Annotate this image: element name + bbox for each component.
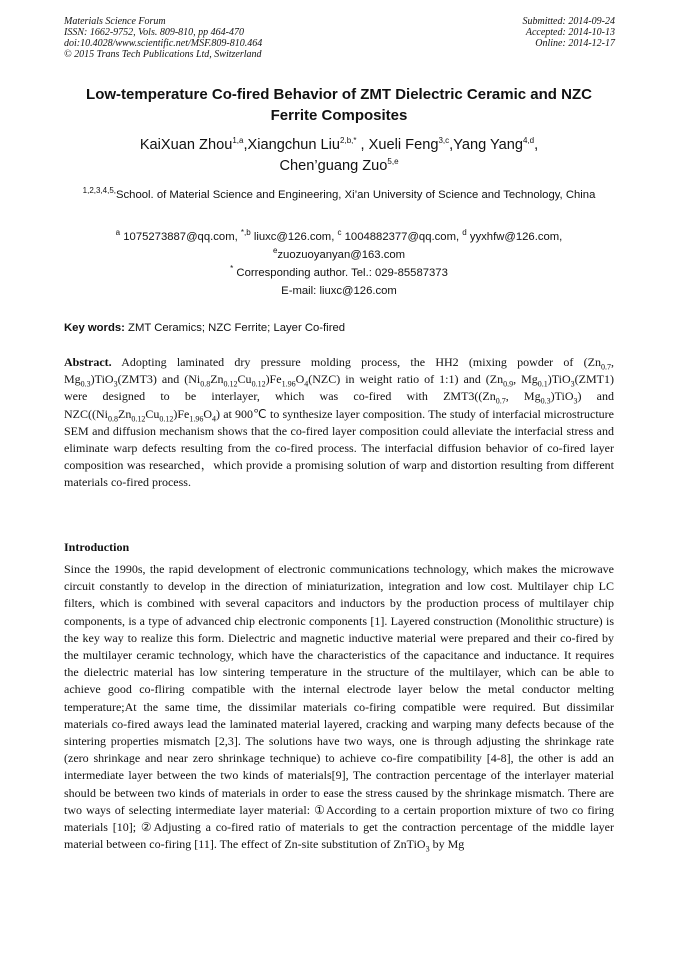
subscript: 0.12 (223, 379, 238, 389)
author-list (64, 135, 614, 177)
journal-copyright: © 2015 Trans Tech Publications Ltd, Switzerland (64, 49, 262, 60)
email-address[interactable]: 1075273887@qq.com, (120, 231, 241, 243)
journal-header-left (64, 16, 262, 60)
subscript: 0.7 (495, 396, 506, 406)
subscript: 0.8 (200, 379, 211, 389)
author-name: Yang Yang (453, 137, 523, 153)
online-date: Online: 2014-12-17 (535, 38, 615, 49)
abstract-text: ) at 900℃ to synthesize layer composition. The study of interfacial microstructure SEM and diffusion mechanism shows that the co-fired layer composition could alleviate the interfacial stress and eliminate warp defects resulting from the co-fired process. The interfacial diffusion behavior of co-fired layer composition was researched，which provide a promising solution of warp and distortion resulting from different materials co-fired process. (64, 406, 614, 490)
abstract-text: , Mg (64, 355, 614, 387)
author-separator: , (449, 137, 454, 153)
abstract (64, 354, 614, 492)
submitted-date: Submitted: 2014-09-24 (522, 16, 615, 27)
author-affiliation-mark: 2,b,* (340, 136, 357, 146)
author-name: Xueli Feng (368, 137, 439, 153)
subscript: 1.96 (189, 414, 204, 423)
email-mark: a (115, 228, 121, 238)
abstract-text: O (203, 406, 213, 421)
journal-header-right (523, 16, 616, 49)
subscript: 1.96 (281, 379, 296, 389)
abstract-text: , Mg (505, 389, 541, 404)
corresponding-email[interactable]: E-mail: liuxc@126.com (281, 285, 397, 297)
abstract-label: Abstract. (64, 355, 112, 369)
abstract-text: (ZMT1) were designed to be interlayer, which was co-fired with ZMT3((Zn (64, 372, 614, 404)
affiliation-mark: 1,2,3,4,5, (82, 186, 116, 196)
subscript: 3 (113, 379, 118, 389)
subscript: 3 (425, 844, 430, 854)
introduction-body (64, 561, 614, 853)
abstract-text: )Fe (173, 406, 190, 421)
author-emails (64, 228, 614, 300)
author-affiliation-mark: 3,c (438, 136, 450, 146)
keywords-label: Key words: (64, 322, 125, 334)
email-mark: e (272, 246, 278, 256)
subscript: 0.12 (159, 414, 174, 423)
abstract-text: Cu (145, 406, 160, 421)
abstract-text: ) and NZC((Ni (64, 389, 615, 421)
keywords-text: ZMT Ceramics; NZC Ferrite; Layer Co-fired (124, 322, 346, 334)
paper-title: Low-temperature Co-fired Behavior of ZMT Dielectric Ceramic and NZC Ferrite Composites (86, 86, 592, 124)
abstract-text: )TiO (90, 372, 114, 387)
author-separator: , (356, 137, 369, 153)
email-address[interactable]: 1004882377@qq.com, (341, 231, 463, 243)
email-mark: d (462, 228, 467, 238)
abstract-text: O (295, 372, 305, 387)
abstract-text: Zn (210, 372, 224, 387)
abstract-text: )TiO (550, 389, 574, 404)
abstract-text: Cu (237, 372, 252, 387)
affiliation (64, 186, 614, 205)
author-affiliation-mark: 5,e (387, 157, 399, 167)
author-affiliation-mark: 1,a (232, 136, 244, 146)
subscript: 3 (570, 379, 575, 389)
subscript: 0.7 (601, 362, 611, 372)
author-separator: , (243, 137, 248, 153)
section-heading-introduction: Introduction (64, 540, 130, 554)
accepted-date: Accepted: 2014-10-13 (525, 27, 615, 38)
subscript: 0.8 (108, 414, 118, 423)
subscript: 4 (212, 414, 217, 423)
introduction-text-tail: by Mg (429, 837, 465, 852)
corresponding-author: Corresponding author. Tel.: 029-85587373 (233, 267, 448, 279)
journal-doi[interactable]: doi:10.4028/www.scientific.net/MSF.809-810.464 (64, 38, 263, 49)
author-name: KaiXuan Zhou (139, 137, 233, 153)
author-affiliation-mark: 4,d (522, 136, 535, 146)
abstract-text: )Fe (265, 372, 282, 387)
subscript: 0.1 (537, 379, 548, 389)
subscript: 0.12 (251, 379, 266, 389)
subscript: 0.3 (80, 379, 91, 389)
abstract-text: (NZC) in weight ratio of 1:1) and (Zn (308, 372, 504, 387)
journal-name: Materials Science Forum (64, 16, 166, 27)
author-name: Chen’guang Zuo (279, 158, 388, 174)
abstract-text: Zn (118, 406, 132, 421)
journal-issn: ISSN: 1662-9752, Vols. 809-810, pp 464-470 (64, 27, 244, 38)
email-mark: c (337, 228, 342, 238)
abstract-text: , Mg (513, 372, 538, 387)
subscript: 0.12 (131, 414, 146, 423)
corresponding-mark: * (230, 264, 234, 274)
email-address[interactable]: yyxhfw@126.com, (466, 231, 563, 243)
affiliation-text: School. of Material Science and Engineering, Xi’an University of Science and Technology, China (116, 189, 596, 201)
abstract-text: Adopting laminated dry pressure molding process, the HH2 (mixing powder of (Zn (111, 355, 601, 369)
author-separator: , (534, 137, 539, 153)
abstract-text: (ZMT3) and (Ni (117, 372, 201, 387)
subscript: 0.3 (540, 396, 551, 406)
keywords (64, 319, 614, 337)
email-address[interactable]: zuozuoyanyan@163.com (277, 249, 406, 261)
email-mark: *,b (240, 228, 251, 238)
subscript: 0.9 (503, 379, 514, 389)
subscript: 3 (573, 396, 578, 406)
author-name: Xiangchun Liu (247, 137, 341, 153)
abstract-text: )TiO (547, 372, 571, 387)
email-address[interactable]: liuxc@126.com, (250, 231, 338, 243)
introduction-text: Since the 1990s, the rapid development of electronic communications technology, which makes the microwave circuit constantly to develop in the direction of miniaturization, integration and low cost. Multilayer chip LC filters, which is combined with several capacitors and inductors by the production process of multilayer chip components, is a type of advanced chip electronic components [1]. Layered construction (Monolithic structure) is the key way to realize this form. Dielectric and magnetic inductive material were prepared and their co-fired by the multilayer ceramic technology, which have the characteristics of the capacitance and inductance. It requires the dielectric material has low sintering temperature in the structure of the multilayer, which can be able to achieve good co-fliring compatible with the internal electrode layer below the metal conductor melting temperature;At the same time, the dissimilar materials co-firing compatible were required. But dissimilar materials co-fired aways lead the laminated material layered, cracking and warping many defects because of the sintering properties mismatch [2,3]. The solutions have two ways, one is through adjusting the shrinkage rate (zero shrinkage and near zero shrinkage technique) to achieve co-fire compatibility [4-8], the other is add an intermediate layer between the two kinds of materials[9], The contraction percentage of the interlayer material should be between two kinds of materials in order to ease the stress caused by the shrinkage mismatch. There are two ways of selecting intermediate layer material: ①According to a certain proportion mixture of two co firing materials [10]; ②Adjusting a co-fired ratio of materials to get the contraction percentage of the middle layer material between co-firing [11]. The effect of Zn-site substitution of ZnTiO (64, 562, 614, 852)
subscript: 4 (304, 379, 309, 389)
